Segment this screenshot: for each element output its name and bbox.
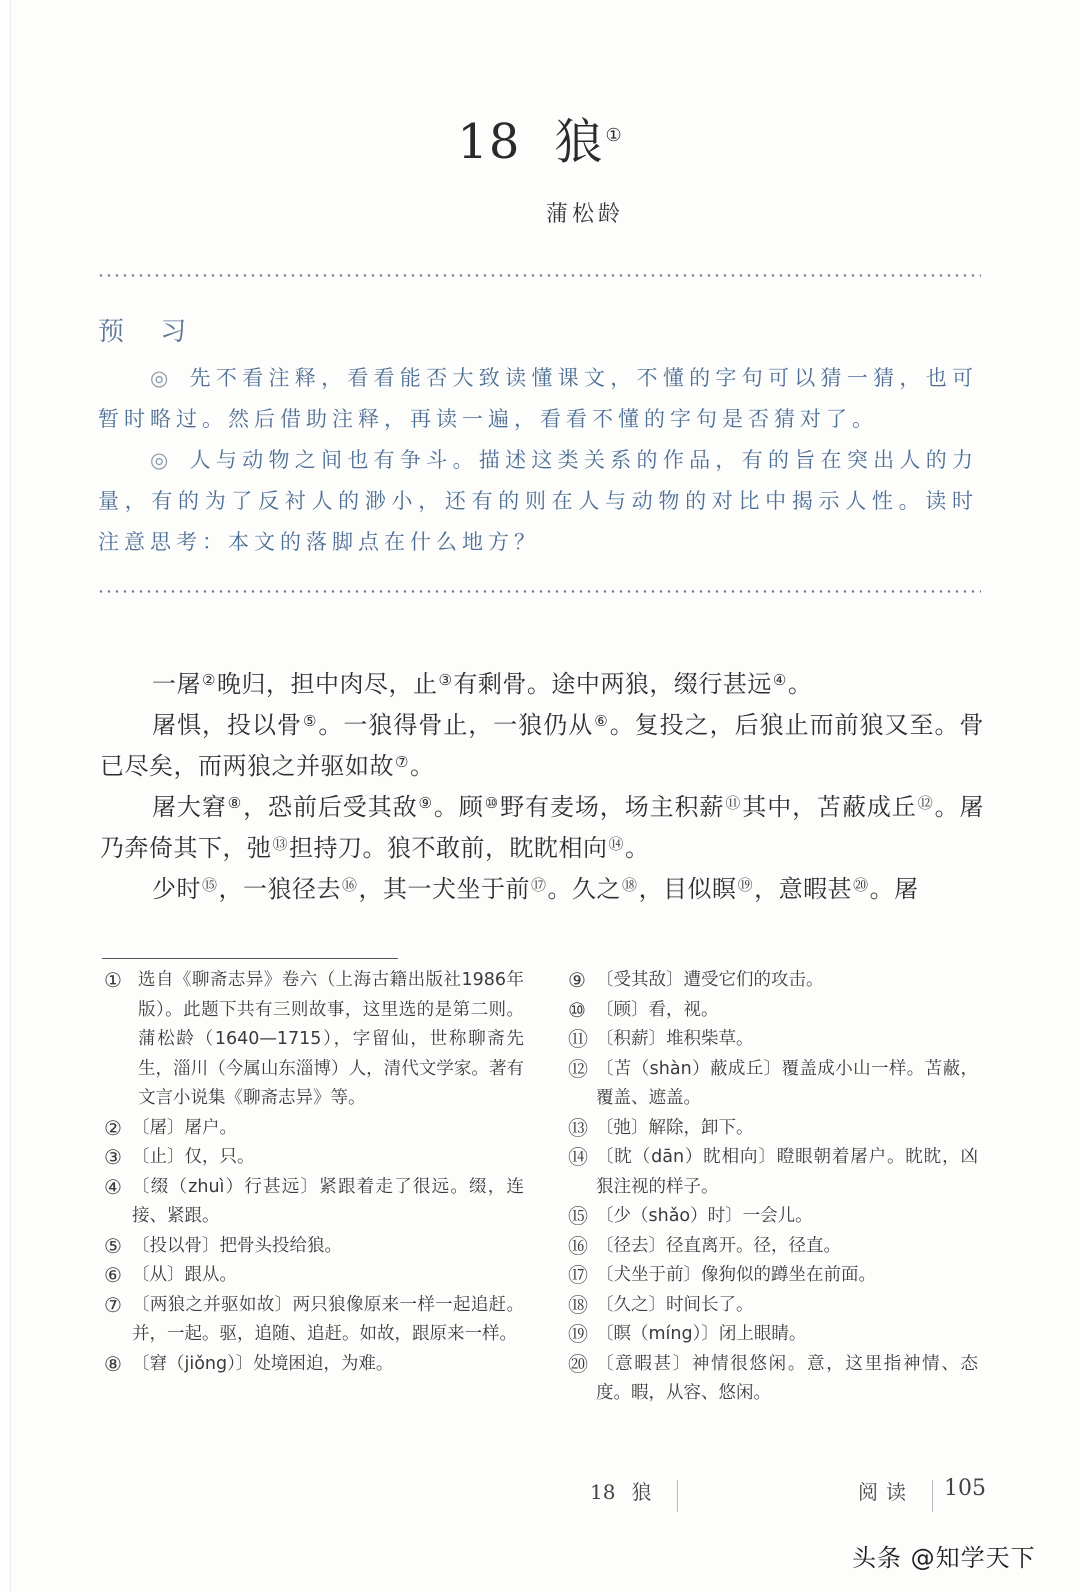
preview-paragraph: ◎ 人与动物之间也有争斗。描述这类关系的作品，有的旨在突出人的力量，有的为了反衬人的渺小，还有的则在人与动物的对比中揭示人性。读时注意思考：本文的落脚点在什么地方？ — [98, 448, 979, 554]
footnote-rule — [102, 958, 398, 959]
footnote-item — [568, 1114, 978, 1144]
footnote-marker: ⑮ — [568, 1204, 588, 1228]
footnote-reference[interactable]: ⑭ — [608, 835, 625, 853]
text-run: 。顾 — [433, 793, 484, 821]
text-run: 有剩骨。途中两狼，缀行甚远 — [453, 670, 772, 698]
text-run: 。屠 — [869, 875, 919, 903]
footnote-text: 〔屠〕屠户。 — [132, 1117, 237, 1138]
footnote-text: 〔苫（shàn）蔽成丘〕覆盖成小山一样。苫蔽，覆盖、遮盖。 — [596, 1058, 978, 1108]
footnote-item — [568, 1202, 978, 1232]
footnote-marker: ⑥ — [104, 1263, 122, 1287]
footnote-marker: ⑤ — [104, 1233, 122, 1258]
text-run: 。 — [409, 752, 435, 780]
footnote-marker: ⑩ — [568, 997, 586, 1022]
footnote-reference[interactable]: ⑳ — [853, 876, 869, 894]
running-footer-lesson — [590, 1476, 651, 1505]
author-name: 蒲松龄 — [545, 202, 624, 227]
lesson-title-text: 狼 — [554, 114, 604, 170]
footnote-text: 〔缀（zhuì）行甚远〕紧跟着走了很远。缀，连接、紧跟。 — [132, 1176, 524, 1226]
text-run: 屠惧，投以骨 — [152, 711, 302, 739]
double-circle-bullet-icon: ◎ — [150, 366, 174, 390]
footnote-marker: ② — [104, 1115, 122, 1140]
footnote-marker: ⑪ — [568, 1027, 588, 1051]
footnote-item — [568, 1320, 978, 1350]
footnote-text: 〔从〕跟从。 — [132, 1265, 237, 1285]
footnote-text: 〔弛〕解除，卸下。 — [596, 1117, 754, 1138]
footnote-marker: ⑭ — [568, 1145, 588, 1169]
preview-paragraph: ◎ 先不看注释，看看能否大致读懂课文，不懂的字句可以猜一猜，也可暂时略过。然后借助注释，再读一遍，看看不懂的字句是否猜对了。 — [98, 366, 979, 431]
preview-section — [98, 312, 978, 563]
footnote-marker: ⑬ — [568, 1115, 588, 1140]
footnote-reference[interactable]: ⑲ — [737, 876, 754, 894]
footnote-item — [104, 1350, 524, 1380]
footnote-marker: ⑫ — [568, 1056, 588, 1081]
footnote-item — [568, 996, 978, 1026]
footer-lesson-title: 狼 — [631, 1480, 652, 1504]
text-run: ，目似瞑 — [638, 875, 737, 903]
main-text — [100, 664, 984, 910]
footnote-reference[interactable]: ⑦ — [395, 753, 409, 771]
footnote-text: 〔两狼之并驱如故〕两只狼像原来一样一起追赶。并，一起。驱，追随、追赶。如故，跟原来一样。 — [132, 1294, 524, 1344]
footnote-marker: ⑦ — [104, 1292, 122, 1317]
footnote-text: 〔少（shǎo）时〕一会儿。 — [596, 1206, 813, 1226]
double-circle-bullet-icon: ◎ — [150, 448, 174, 472]
footnote-text: 〔眈（dān）眈相向〕瞪眼朝着屠户。眈眈，凶狠注视的样子。 — [596, 1147, 978, 1197]
footnote-reference[interactable]: ⑪ — [725, 794, 742, 812]
footnote-item — [568, 966, 978, 996]
footnote-marker: ④ — [104, 1174, 122, 1199]
footnote-item — [104, 1232, 524, 1262]
text-run: ，恐前后受其敌 — [243, 793, 418, 821]
text-run: 。屠乃奔倚其下，弛 — [100, 793, 985, 862]
footnote-reference[interactable]: ④ — [772, 671, 787, 689]
footnote-reference[interactable]: ⑬ — [272, 835, 289, 853]
text-run: 担持刀。狼不敢前，眈眈相向 — [289, 834, 608, 862]
footnote-item — [104, 1291, 524, 1350]
footnote-text: 〔止〕仅，只。 — [132, 1147, 255, 1167]
footnote-reference[interactable]: ③ — [438, 671, 453, 689]
footnote-marker: ⑳ — [568, 1351, 588, 1376]
text-run: 。 — [787, 670, 813, 698]
footnote-item — [104, 1173, 524, 1232]
text-run: 。 — [625, 834, 650, 862]
footnote-marker: ① — [104, 968, 122, 992]
text-run: 野有麦场，场主积薪 — [500, 793, 725, 821]
lesson-title — [0, 112, 1080, 172]
footnote-text: 〔久之〕时间长了。 — [596, 1294, 754, 1315]
footer-lesson-number: 18 — [590, 1480, 616, 1504]
footnote-text: 〔瞑（míng）〕闭上眼睛。 — [596, 1324, 807, 1344]
text-run: 少时 — [152, 875, 201, 903]
footer-divider — [677, 1480, 678, 1512]
footnote-reference[interactable]: ⑥ — [594, 712, 609, 730]
footnote-reference[interactable]: ⑮ — [202, 876, 218, 894]
footnote-reference[interactable]: ⑱ — [622, 876, 638, 894]
footnote-text: 〔意暇甚〕神情很悠闲。意，这里指神情、态度。暇，从容、悠闲。 — [596, 1353, 978, 1403]
footnote-text: 〔径去〕径直离开。径，径直。 — [596, 1235, 841, 1256]
text-run: 一屠 — [152, 670, 201, 698]
text-run: ，意暇甚 — [754, 875, 853, 903]
footnote-item — [568, 1025, 978, 1055]
footnote-marker: ⑨ — [568, 968, 586, 992]
footnotes-right-column — [568, 966, 978, 1409]
dotted-divider-top — [97, 274, 981, 277]
text-paragraph — [100, 705, 984, 787]
footnote-item — [568, 1261, 978, 1291]
footnote-marker: ⑱ — [568, 1292, 588, 1317]
footnote-marker: ⑧ — [104, 1351, 122, 1376]
footnote-item — [104, 1114, 524, 1144]
title-footnote-marker[interactable]: ① — [605, 125, 623, 146]
footnote-text: 〔犬坐于前〕像狗似的蹲坐在前面。 — [596, 1265, 876, 1285]
footnote-reference[interactable]: ⑨ — [418, 794, 433, 812]
footnote-marker: ⑰ — [568, 1263, 588, 1287]
text-run: 晚归，担中肉尽，止 — [216, 670, 438, 698]
footnote-item — [568, 1143, 978, 1202]
footnote-reference[interactable]: ⑩ — [484, 794, 500, 812]
footnote-text: 〔积薪〕堆积柴草。 — [596, 1029, 754, 1049]
preview-heading: 预 习 — [98, 317, 201, 347]
footnotes-left-column — [104, 966, 524, 1379]
footer-divider — [932, 1480, 933, 1512]
footnote-item — [104, 1261, 524, 1291]
footnote-marker: ③ — [104, 1145, 122, 1169]
text-paragraph — [100, 787, 984, 869]
text-run: 。复投之，后狼止而前狼又至。骨已尽矣，而两狼之并驱如故 — [100, 711, 985, 780]
footnote-item — [568, 1350, 978, 1409]
footnote-text: 〔窘（jiǒng）〕处境困迫，为难。 — [132, 1353, 394, 1374]
lesson-number: 18 — [457, 114, 521, 170]
text-run: 其中，苫蔽成丘 — [742, 793, 917, 821]
page-number: 105 — [944, 1476, 986, 1501]
footnote-text: 〔顾〕看，视。 — [596, 999, 719, 1020]
footnote-item — [568, 1291, 978, 1321]
footnote-item — [568, 1055, 978, 1114]
dotted-divider-bottom — [97, 590, 981, 593]
text-run: 。一狼得骨止，一狼仍从 — [318, 711, 594, 739]
footnote-reference[interactable]: ⑤ — [302, 712, 318, 730]
footnote-reference[interactable]: ⑧ — [227, 794, 243, 812]
footnote-marker: ⑯ — [568, 1233, 588, 1258]
footnote-text: 〔投以骨〕把骨头投给狼。 — [132, 1235, 342, 1256]
footnote-reference[interactable]: ⑯ — [342, 876, 358, 894]
footnote-item — [568, 1232, 978, 1262]
footnote-item — [104, 966, 524, 1114]
text-paragraph — [100, 664, 984, 705]
footnote-item — [104, 1143, 524, 1173]
text-run: 屠大窘 — [152, 793, 227, 821]
footnote-reference[interactable]: ⑫ — [917, 794, 934, 812]
footnote-text: 〔受其敌〕遭受它们的攻击。 — [596, 970, 824, 990]
text-paragraph — [100, 869, 984, 910]
footnote-reference[interactable]: ② — [202, 671, 216, 689]
footnote-reference[interactable]: ⑰ — [531, 876, 547, 894]
footnote-text: 选自《聊斋志异》卷六（上海古籍出版社1986年版）。此题下共有三则故事，这里选的是第二则。蒲松龄（1640—1715），字留仙，世称聊斋先生，淄川（今属山东淄博）人，清代文学家。著有文言小说集《聊斋志异》等。 — [138, 970, 524, 1108]
watermark: 头条 @知学天下 — [852, 1544, 1036, 1572]
text-run: ，一狼径去 — [218, 875, 342, 903]
footnote-marker: ⑲ — [568, 1322, 588, 1346]
footer-section-label: 阅读 — [858, 1480, 914, 1504]
page-edge-shadow — [10, 0, 11, 1592]
text-run: ，其一犬坐于前 — [358, 875, 531, 903]
text-run: 。久之 — [547, 875, 622, 903]
